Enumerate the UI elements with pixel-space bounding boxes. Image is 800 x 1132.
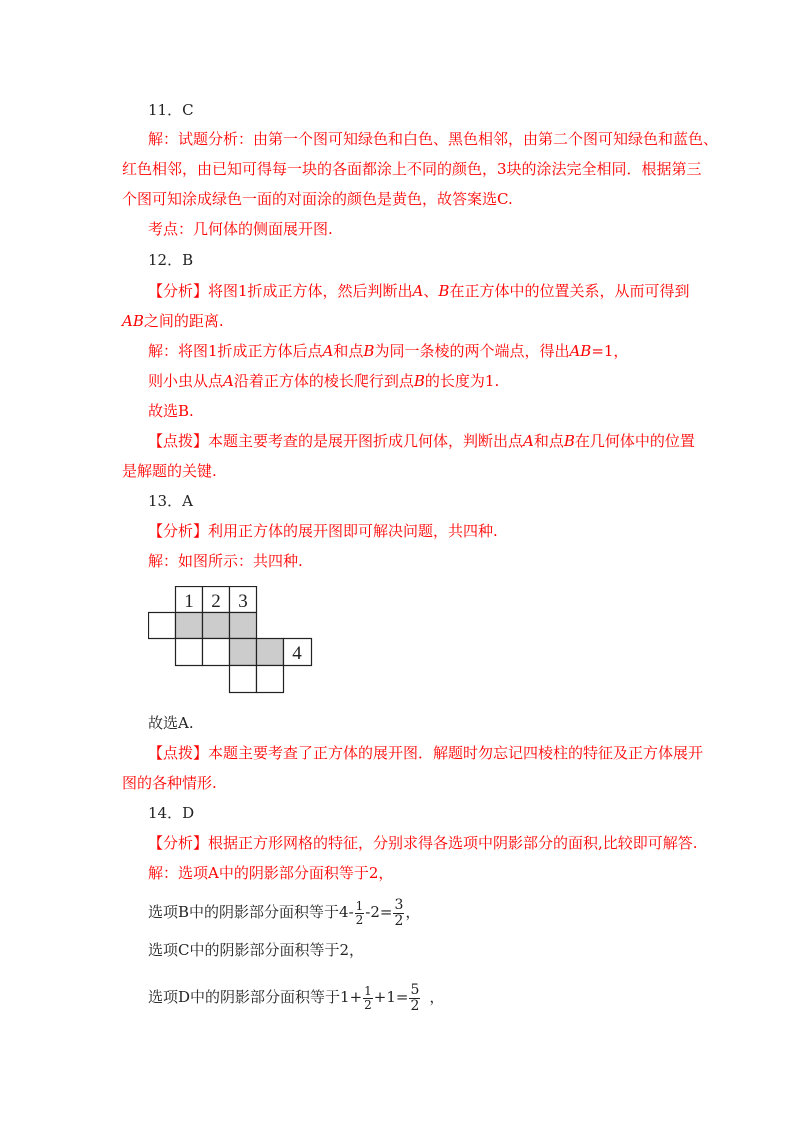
grid-cell-r2c2 xyxy=(203,639,230,666)
q12-comment-line1: 【点拨】本题主要考查的是展开图折成几何体，判断出点A和点B在几何体中的位置 xyxy=(148,432,695,450)
grid-label-4: 4 xyxy=(292,643,302,664)
q14-option-d: 选项D中的阴影部分面积等于1+ $\frac{1}{2}$ +1= $\frac{5}{2}$ ， xyxy=(148,981,445,1014)
q14-option-a: 解：选项A中的阴影部分面积等于2， xyxy=(148,864,394,882)
q13-choice: 故选A. xyxy=(148,714,194,732)
q12-comment-line2: 是解题的关键. xyxy=(122,462,217,480)
grid-cell-r1c0 xyxy=(149,613,176,639)
q13-comment-line1: 【点拨】本题主要考查了正方体的展开图．解题时勿忘记四棱柱的特征及正方体展开 xyxy=(148,744,704,762)
q12-solution-line2: 则小虫从点A沿着正方体的棱长爬行到点B的长度为1. xyxy=(148,372,500,390)
q11-solution-line1: 解：试题分析：由第一个图可知绿色和白色、黑色相邻，由第二个图可知绿色和蓝色、 xyxy=(148,130,719,148)
q14-option-c: 选项C中的阴影部分面积等于2， xyxy=(148,941,365,959)
grid-cell-r3c3 xyxy=(230,666,257,693)
q14-answer: 14．D xyxy=(148,804,195,822)
grid-cell-r1c3-shaded xyxy=(230,613,257,639)
q12-answer: 12．B xyxy=(148,251,194,269)
grid-label-2: 2 xyxy=(211,591,221,612)
grid-label-3: 3 xyxy=(238,591,248,612)
cube-net-grid xyxy=(148,586,314,694)
grid-cell-r2c4-shaded xyxy=(257,639,284,666)
q12-analysis-line2: AB之间的距离. xyxy=(122,312,224,330)
grid-cell-r1c1-shaded xyxy=(176,613,203,639)
fraction: $\frac{5}{2}$ xyxy=(410,981,420,1014)
fraction: $\frac{1}{2}$ xyxy=(364,983,372,1012)
q14-analysis: 【分析】根据正方形网格的特征，分别求得各选项中阴影部分的面积,比较即可解答. xyxy=(148,834,698,852)
q13-answer: 13．A xyxy=(148,492,193,510)
q13-comment-line2: 图的各种情形. xyxy=(122,774,217,792)
grid-label-1: 1 xyxy=(184,591,194,612)
grid-cell-r2c1 xyxy=(176,639,203,666)
q11-answer: 11．C xyxy=(148,101,194,119)
q14-option-b: 选项B中的阴影部分面积等于4- $\frac{1}{2}$ -2= $\frac{3}{2}$ ， xyxy=(148,896,421,929)
grid-cell-r2c3-shaded xyxy=(230,639,257,666)
fraction: $\frac{1}{2}$ xyxy=(355,898,364,927)
q11-solution-line2: 红色相邻，由已知可得每一块的各面都涂上不同的颜色，3块的涂法完全相同．根据第三 xyxy=(122,160,702,178)
q13-solution: 解：如图所示：共四种. xyxy=(148,552,303,570)
grid-cell-r3c4 xyxy=(257,666,284,693)
q12-choice: 故选B. xyxy=(148,402,194,420)
q12-analysis-line1: 【分析】将图1折成正方体，然后判断出A、B在正方体中的位置关系，从而可得到 xyxy=(148,282,690,300)
q12-solution-line1: 解：将图1折成正方体后点A和点B为同一条棱的两个端点，得出AB=1， xyxy=(148,342,629,360)
grid-cell-r1c2-shaded xyxy=(203,613,230,639)
q11-knowledge-point: 考点：几何体的侧面展开图. xyxy=(148,220,333,238)
q13-analysis: 【分析】利用正方体的展开图即可解决问题，共四种. xyxy=(148,522,498,540)
fraction: $\frac{3}{2}$ xyxy=(394,896,404,929)
q11-solution-line3: 个图可知涂成绿色一面的对面涂的颜色是黄色，故答案选C. xyxy=(122,190,513,208)
